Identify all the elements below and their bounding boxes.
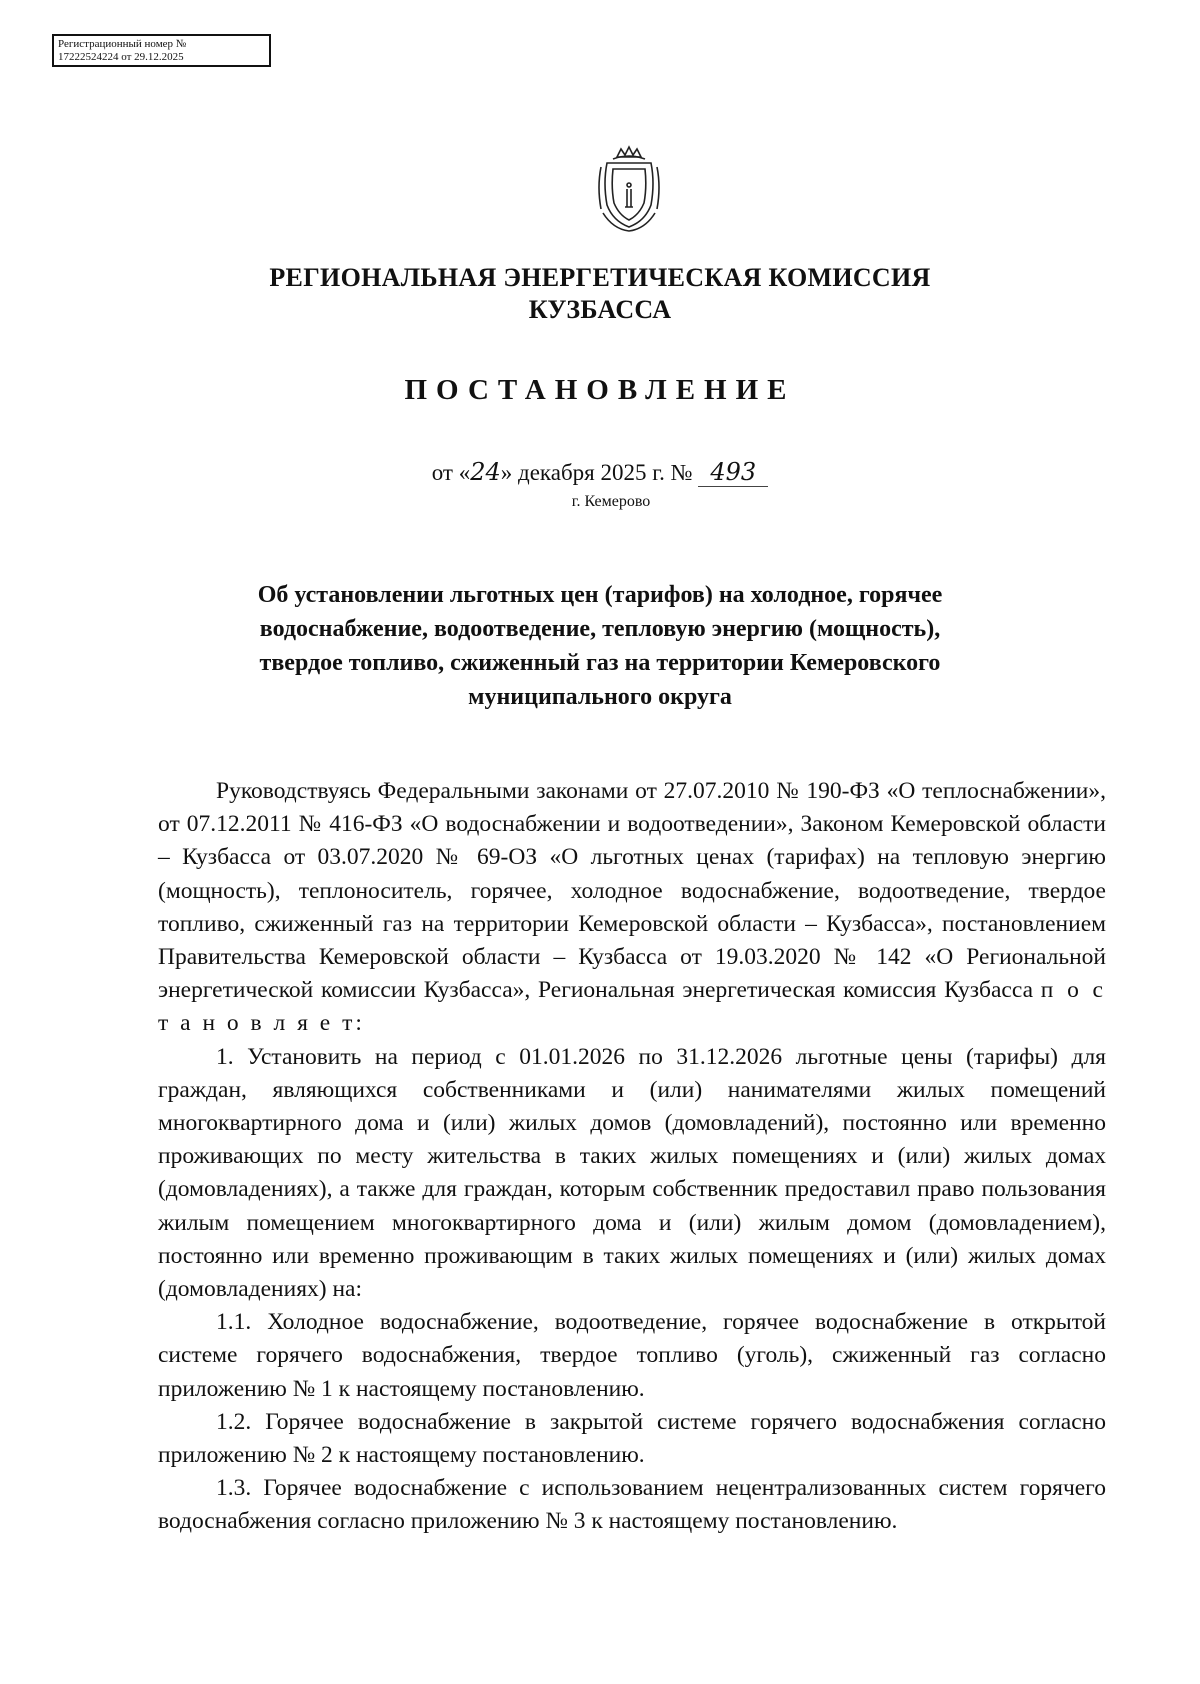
document-number-handwritten: 493 [698, 458, 768, 487]
clause-1-2: 1.2. Горячее водоснабжение в закрытой системе горячего водоснабжения согласно приложению № 2 к настоящему постановлению. [158, 1408, 1106, 1469]
preamble-text: Руководствуясь Федеральными законами от 27.07.2010 № 190-ФЗ «О теплоснабжении», от 07.12.2011 № 416-ФЗ «О водоснабжении и водоотведении», Законом Кемеровской области – Кузбасса от 03.07.2020 № 69-ОЗ «О льготных ценах (тарифах) на тепловую энергию (мощность), теплоноситель, горячее, холодное водоснабжение, водоотведение, твердое топливо, сжиженный газ на территории Кемеровской области – Кузбасса», постановлением Правительства Кемеровской области – Кузбасса от 19.03.2020 № 142 «О Региональной энергетической комиссии Кузбасса», Региональная энергетическая комиссия Кузбасса [158, 778, 1106, 1004]
subject-line: водоснабжение, водоотведение, тепловую энергию (мощность), [259, 616, 941, 642]
issuing-authority [160, 262, 1040, 326]
registration-stamp [52, 34, 271, 67]
document-subject [190, 578, 1010, 714]
registration-label: Регистрационный номер № [58, 38, 187, 50]
subject-line: муниципального округа [468, 684, 732, 710]
preamble-paragraph [158, 775, 1106, 1041]
coat-of-arms-icon [593, 143, 665, 233]
clause-1-3: 1.3. Горячее водоснабжение с использованием нецентрализованных систем горячего водоснабжения согласно приложению № 3 к настоящему постановлению. [158, 1475, 1106, 1535]
document-body [158, 775, 1106, 1539]
subject-line: Об установлении льготных цен (тарифов) на холодное, горячее [257, 582, 943, 608]
clause-1: 1. Установить на период с 01.01.2026 по 31.12.2026 льготные цены (тарифы) для граждан, являющихся собственниками и (или) нанимателями жилых помещений многоквартирного дома и (или) жилых домов (домовладений), постоянно или временно проживающих по месту жительства в таких жилых помещениях и (или) жилых домах (домовладениях), а также для граждан, которым собственник предоставил право пользования жилым помещением многоквартирного дома и (или) жилым домом (домовладением), постоянно или временно проживающим в таких жилых помещениях и (или) жилых домах (домовладениях) на: [158, 1043, 1106, 1303]
authority-name-line1: РЕГИОНАЛЬНАЯ ЭНЕРГЕТИЧЕСКАЯ КОМИССИЯ [269, 263, 931, 292]
date-day-handwritten: 24 [470, 458, 501, 486]
resolves-word: п о с т а н о в л я е т: [158, 977, 1106, 1037]
date-middle: » декабря 2025 г. № [500, 460, 693, 485]
document-date-line [160, 458, 1040, 487]
date-prefix: от « [431, 460, 471, 485]
registration-number: 17222524224 от 29.12.2025 [58, 51, 184, 63]
document-type: ПОСТАНОВЛЕНИЕ [404, 374, 796, 406]
document-city: г. Кемерово [571, 493, 651, 510]
clause-1-1: 1.1. Холодное водоснабжение, водоотведение, горячее водоснабжение в открытой системе горячего водоснабжения, твердое топливо (уголь), сжиженный газ согласно приложению № 1 к настоящему постановлению. [158, 1309, 1106, 1402]
subject-line: твердое топливо, сжиженный газ на территории Кемеровского [259, 650, 941, 676]
authority-name-line2: КУЗБАССА [528, 295, 672, 324]
